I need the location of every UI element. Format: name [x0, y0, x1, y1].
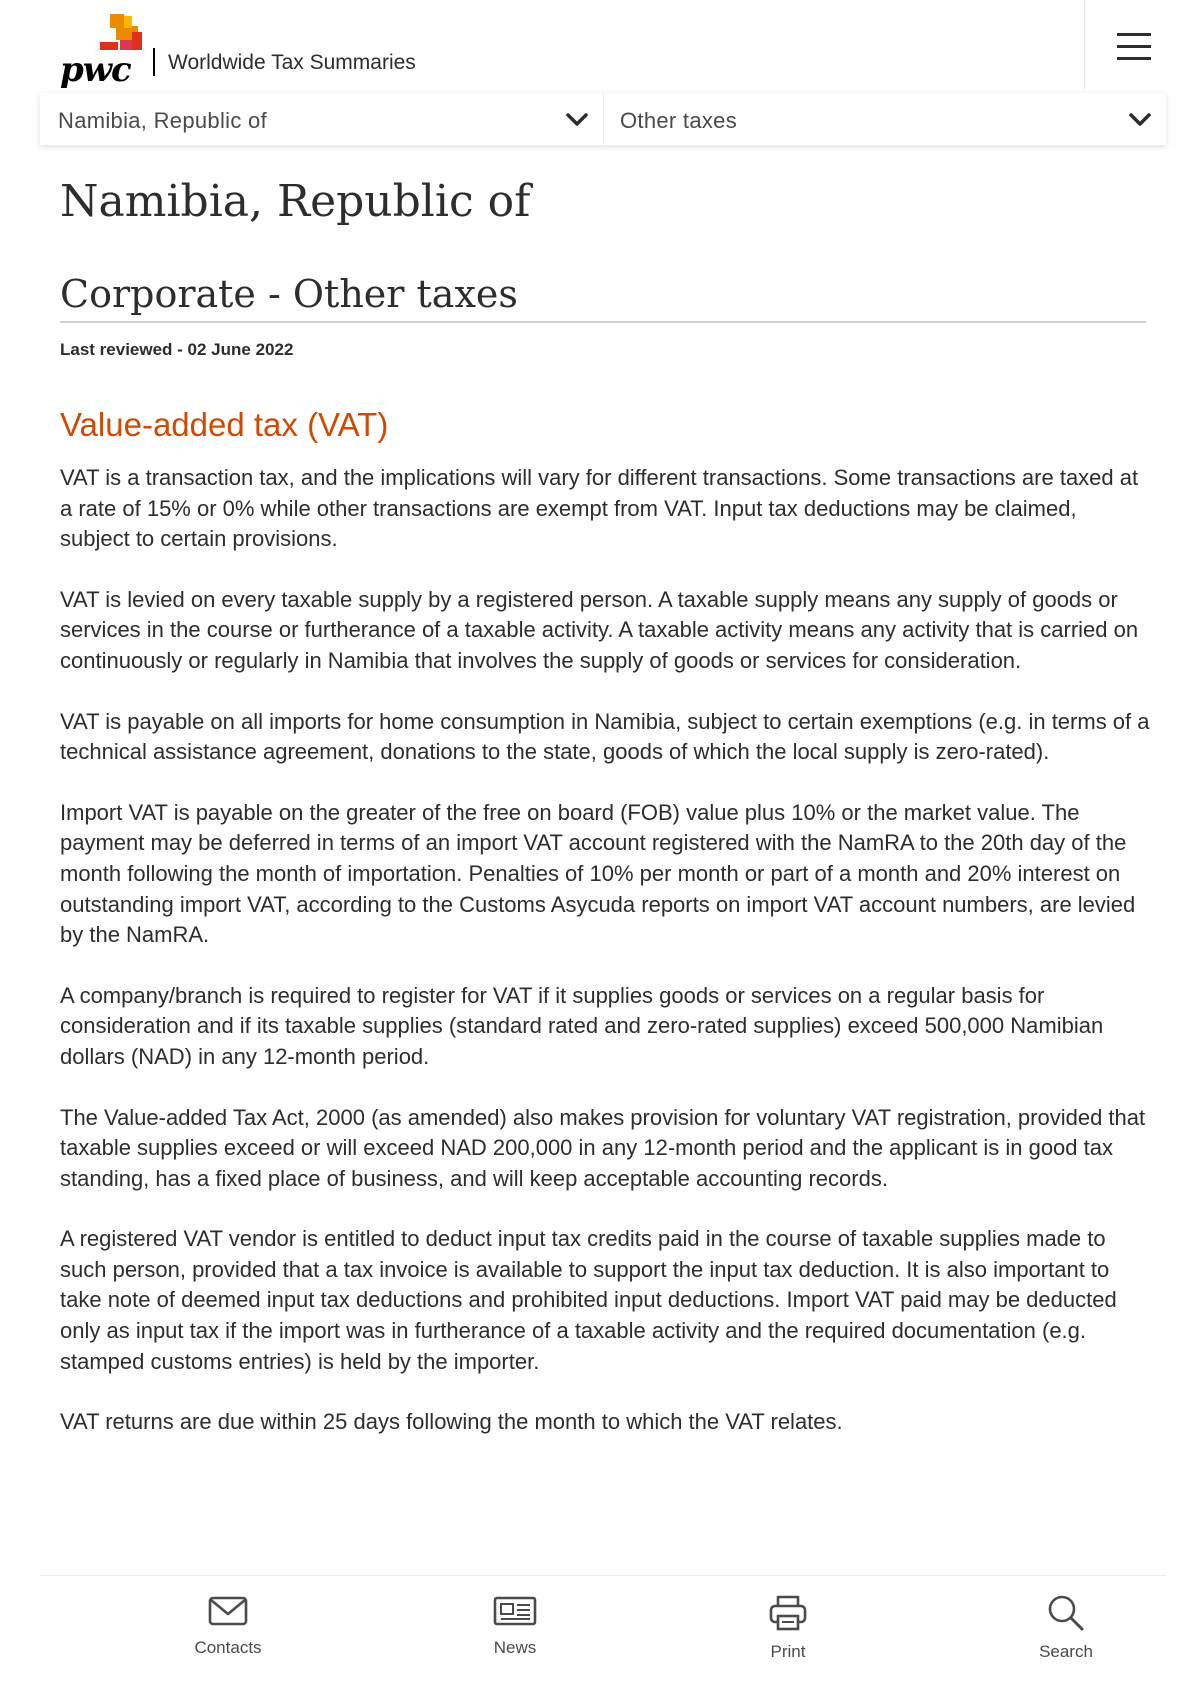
- paragraph: A registered VAT vendor is entitled to deduct input tax credits paid in the course of taxable supplies made to such person, provided that a tax invoice is available to support the input tax deduction. It is also important to take note of deemed input tax deductions and prohibited input deductions. Import VAT paid may be deducted only as input tax if the import was in furtherance of a taxable activity and the required documentation (e.g. stamped customs entries) is held by the importer.: [60, 1226, 1117, 1374]
- page-title: Namibia, Republic of: [60, 176, 531, 227]
- country-select[interactable]: [40, 93, 603, 145]
- chevron-down-icon: [565, 107, 589, 131]
- logo-wordmark: pwc: [60, 50, 131, 90]
- printer-icon: [768, 1594, 808, 1632]
- envelope-icon: [208, 1594, 248, 1628]
- paragraph: VAT is payable on all imports for home consumption in Namibia, subject to certain exemptions (e.g. in terms of a technical assistance agreement, donations to the state, goods of which the local supply is zero-rated).: [60, 708, 1150, 765]
- paragraph: Import VAT is payable on the greater of the free on board (FOB) value plus 10% or the market value. The payment may be deferred in terms of an import VAT account registered with the NamRA to the 20th day of the month following the month of importation. Penalties of 10% per month or part of a month and 20% interest on outstanding import VAT, according to the Customs Asycuda reports on import VAT account numbers, are levied by the NamRA.: [60, 799, 1136, 948]
- search-label: Search: [1039, 1642, 1093, 1661]
- last-reviewed-date: Last reviewed - 02 June 2022: [60, 340, 294, 359]
- site-header: [0, 0, 1200, 90]
- section-title: Corporate - Other taxes: [60, 272, 518, 316]
- article-body: [60, 463, 1150, 1468]
- country-select-value: Namibia, Republic of: [58, 108, 267, 133]
- hamburger-menu-button[interactable]: [1084, 0, 1200, 90]
- topic-select-value: Other taxes: [620, 108, 738, 133]
- news-label: News: [493, 1638, 537, 1657]
- filter-bar: [40, 93, 1166, 145]
- title-divider: [60, 321, 1146, 323]
- contacts-label: Contacts: [194, 1638, 262, 1657]
- bottom-nav: [40, 1575, 1166, 1700]
- paragraph: A company/branch is required to register for VAT if it supplies goods or services on a regular basis for consideration and if its taxable supplies (standard rated and zero-rated supplies) exceed 500,000 Namibian dollars (NAD) in any 12-month period.: [60, 982, 1104, 1069]
- pwc-logo[interactable]: [60, 12, 150, 90]
- header-divider: [153, 48, 155, 76]
- print-label: Print: [770, 1642, 806, 1661]
- topic-select[interactable]: [603, 93, 1166, 145]
- search-button[interactable]: [996, 1594, 1136, 1684]
- contacts-button[interactable]: [158, 1594, 298, 1684]
- vat-heading: Value-added tax (VAT): [60, 406, 389, 443]
- paragraph: VAT returns are due within 25 days following the month to which the VAT relates.: [60, 1409, 843, 1435]
- site-title[interactable]: Worldwide Tax Summaries: [168, 51, 416, 74]
- chevron-down-icon: [1128, 107, 1152, 131]
- hamburger-menu-icon: [1085, 0, 1200, 90]
- news-button[interactable]: [445, 1594, 585, 1684]
- paragraph: VAT is a transaction tax, and the implications will vary for different transactions. Some transactions are taxed at a rate of 15% or 0% while other transactions are exempt from VAT. Input tax deductions may be claimed, subject to certain provisions.: [60, 465, 1139, 552]
- paragraph: VAT is levied on every taxable supply by a registered person. A taxable supply means any supply of goods or services in the course or furtherance of a taxable activity. A taxable activity means any activity that is carried on continuously or regularly in Namibia that involves the supply of goods or services for consideration.: [60, 586, 1139, 673]
- magnifier-icon: [1046, 1594, 1086, 1632]
- paragraph: The Value-added Tax Act, 2000 (as amended) also makes provision for voluntary VAT registration, provided that taxable supplies exceed or will exceed NAD 200,000 in any 12-month period and the applicant is in good tax standing, has a fixed place of business, and will keep acceptable accounting records.: [60, 1104, 1146, 1191]
- print-button[interactable]: [718, 1594, 858, 1684]
- newspaper-icon: [493, 1594, 537, 1628]
